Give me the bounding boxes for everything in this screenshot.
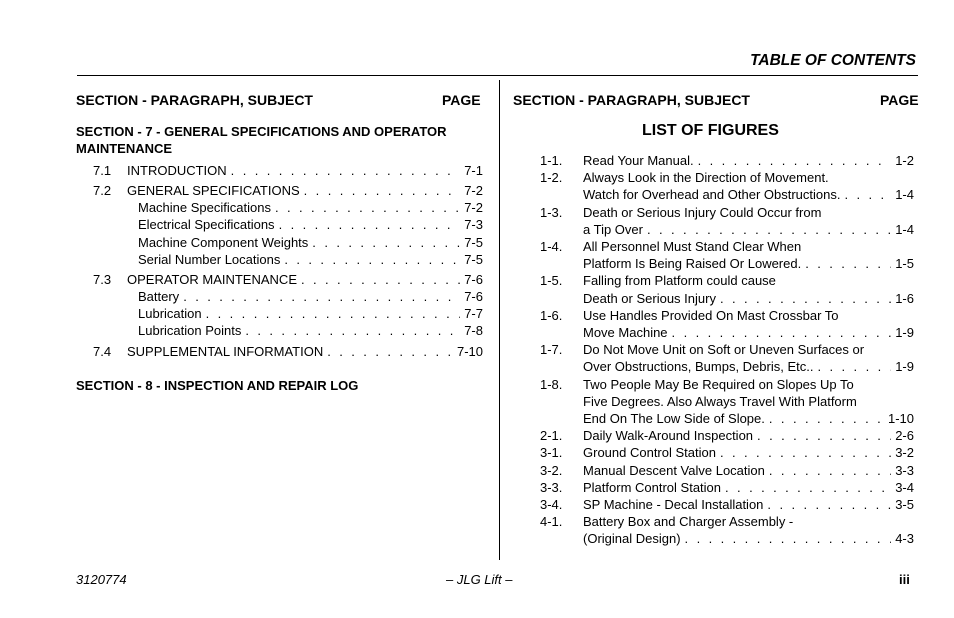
- dot-leader: [720, 444, 891, 461]
- column-divider: [499, 80, 500, 560]
- toc-entry-text: Electrical Specifications: [138, 217, 275, 232]
- toc-entry-page: 7-7: [464, 306, 483, 321]
- figure-leader-row: [583, 410, 914, 427]
- toc-entry-number: 7.2: [93, 183, 112, 198]
- dot-leader: [769, 410, 884, 427]
- toc-entry-number: 7.4: [93, 344, 112, 359]
- figure-page: 1-6: [895, 290, 914, 306]
- toc-entry-text: Lubrication Points: [138, 323, 242, 338]
- figure-title: Move Machine: [583, 325, 668, 340]
- toc-entry-text: GENERAL SPECIFICATIONS: [127, 183, 300, 198]
- figure-title: Five Degrees. Also Always Travel With Platform: [583, 393, 857, 409]
- figure-leader-row: [583, 186, 914, 203]
- dot-leader: [327, 343, 453, 360]
- dot-leader: [725, 479, 891, 496]
- figure-number: 1-6.: [540, 307, 563, 323]
- footer-doc-number: 3120774: [76, 572, 127, 587]
- figure-page: 1-4: [895, 187, 914, 203]
- list-of-figures-title: LIST OF FIGURES: [642, 122, 779, 139]
- dot-leader: [698, 152, 892, 169]
- figure-title: Use Handles Provided On Mast Crossbar To: [583, 307, 839, 323]
- figure-title: End On The Low Side of Slope.: [583, 411, 765, 426]
- toc-entry-page: 7-6: [464, 272, 483, 287]
- toc-entry-page: 7-2: [464, 200, 483, 215]
- dot-leader: [817, 358, 891, 375]
- figure-number: 3-3.: [540, 479, 563, 495]
- toc-entry-page: 7-1: [464, 163, 483, 178]
- dot-leader: [231, 162, 461, 179]
- figure-title: Do Not Move Unit on Soft or Uneven Surfaces or: [583, 342, 865, 358]
- toc-entry-leader-row: [138, 288, 483, 305]
- dot-leader: [720, 290, 891, 307]
- footer-center: – JLG Lift –: [446, 572, 513, 587]
- toc-entry-leader-row: [127, 343, 483, 360]
- figure-leader-row: [583, 496, 914, 513]
- toc-entry-text: Machine Specifications: [138, 200, 271, 215]
- figure-page: 1-5: [895, 256, 914, 272]
- figure-title: SP Machine - Decal Installation: [583, 497, 764, 512]
- figure-leader-row: [583, 358, 914, 375]
- figure-title: Battery Box and Charger Assembly -: [583, 514, 794, 530]
- dot-leader: [672, 324, 892, 341]
- figure-number: 1-2.: [540, 170, 563, 186]
- toc-entry-page: 7-3: [464, 217, 483, 232]
- dot-leader: [805, 255, 891, 272]
- footer-page-number: iii: [899, 572, 910, 587]
- right-col-head-subject: SECTION - PARAGRAPH, SUBJECT: [513, 92, 750, 108]
- dot-leader: [284, 251, 460, 268]
- toc-entry-text: Serial Number Locations: [138, 252, 281, 267]
- toc-entry-page: 7-2: [464, 183, 483, 198]
- toc-entry-text: INTRODUCTION: [127, 163, 227, 178]
- header-rule: [77, 75, 918, 76]
- dot-leader: [245, 322, 460, 339]
- dot-leader: [844, 186, 891, 203]
- figure-number: 1-8.: [540, 376, 563, 392]
- figure-leader-row: [583, 255, 914, 272]
- figure-title: Two People May Be Required on Slopes Up To: [583, 376, 854, 392]
- figure-title: Read Your Manual.: [583, 153, 694, 168]
- figure-page: 2-6: [895, 428, 914, 444]
- toc-entry-page: 7-8: [464, 323, 483, 338]
- dot-leader: [301, 271, 460, 288]
- figure-leader-row: [583, 221, 914, 238]
- dot-leader: [279, 216, 461, 233]
- page-header-title: TABLE OF CONTENTS: [750, 52, 916, 69]
- figure-number: 3-1.: [540, 445, 563, 461]
- section-7-title: SECTION - 7 - GENERAL SPECIFICATIONS AND OPERATOR MAINTENANCE: [76, 124, 447, 156]
- figure-number: 3-2.: [540, 462, 563, 478]
- dot-leader: [685, 530, 892, 547]
- toc-entry-leader-row: [127, 271, 483, 288]
- toc-entry-page: 7-5: [464, 235, 483, 250]
- figure-page: 1-9: [895, 325, 914, 340]
- dot-leader: [206, 305, 461, 322]
- figure-page: 3-5: [895, 497, 914, 512]
- toc-entry-leader-row: [138, 322, 483, 339]
- toc-entry-number: 7.3: [93, 272, 112, 287]
- toc-entry-text: SUPPLEMENTAL INFORMATION: [127, 344, 324, 359]
- toc-entry-page: 7-5: [464, 252, 483, 267]
- figure-leader-row: [583, 444, 914, 461]
- right-col-head-page: PAGE: [880, 92, 919, 108]
- dot-leader: [767, 496, 891, 513]
- figure-leader-row: [583, 324, 914, 341]
- toc-entry-leader-row: [138, 305, 483, 322]
- figure-leader-row: [583, 152, 914, 169]
- dot-leader: [312, 234, 460, 251]
- figure-page: 3-4: [895, 479, 914, 495]
- figure-page: 4-3: [895, 531, 914, 547]
- toc-entry-page: 7-6: [464, 289, 483, 304]
- dot-leader: [647, 221, 891, 238]
- figure-number: 2-1.: [540, 428, 563, 444]
- figure-leader-row: [583, 290, 914, 307]
- figure-title: Death or Serious Injury: [583, 290, 716, 306]
- figure-number: 4-1.: [540, 514, 563, 530]
- figure-title: Ground Control Station: [583, 445, 716, 461]
- toc-entry-text: Lubrication: [138, 306, 202, 321]
- figure-leader-row: [583, 462, 914, 479]
- figure-number: 1-5.: [540, 273, 563, 289]
- figure-title: Over Obstructions, Bumps, Debris, Etc..: [583, 359, 814, 375]
- toc-entry-number: 7.1: [93, 163, 112, 178]
- toc-entry-leader-row: [127, 162, 483, 179]
- figure-title: Daily Walk-Around Inspection: [583, 428, 754, 444]
- dot-leader: [757, 427, 891, 444]
- figure-title: Platform Is Being Raised Or Lowered.: [583, 256, 802, 272]
- figure-title: a Tip Over: [583, 221, 643, 237]
- figure-title: (Original Design): [583, 531, 681, 547]
- toc-entry-page: 7-10: [456, 344, 483, 359]
- figure-number: 3-4.: [540, 497, 563, 512]
- figure-page: 1-9: [895, 359, 914, 375]
- figure-page: 1-2: [895, 153, 914, 168]
- dot-leader: [769, 462, 891, 479]
- section-8-title: SECTION - 8 - INSPECTION AND REPAIR LOG: [76, 378, 359, 393]
- figure-leader-row: [583, 427, 914, 444]
- toc-entry-leader-row: [138, 199, 483, 216]
- toc-entry-text: OPERATOR MAINTENANCE: [127, 272, 297, 287]
- toc-entry-leader-row: [138, 216, 483, 233]
- toc-entry-leader-row: [138, 251, 483, 268]
- toc-entry-leader-row: [127, 182, 483, 199]
- figure-title: Always Look in the Direction of Movement.: [583, 170, 829, 186]
- toc-entry-text: Battery: [138, 289, 180, 304]
- figure-title: Manual Descent Valve Location: [583, 462, 765, 478]
- figure-page: 1-10: [887, 411, 914, 426]
- figure-page: 3-2: [895, 445, 914, 461]
- figure-title: Watch for Overhead and Other Obstructions.: [583, 187, 841, 203]
- figure-title: Falling from Platform could cause: [583, 273, 776, 289]
- toc-entry-leader-row: [138, 234, 483, 251]
- figure-title: Platform Control Station: [583, 479, 722, 495]
- figure-number: 1-3.: [540, 204, 563, 220]
- figure-title: Death or Serious Injury Could Occur from: [583, 204, 822, 220]
- toc-entry-text: Machine Component Weights: [138, 235, 309, 250]
- dot-leader: [304, 182, 461, 199]
- figure-page: 3-3: [895, 462, 914, 478]
- figure-number: 1-7.: [540, 342, 563, 358]
- dot-leader: [183, 288, 460, 305]
- figure-leader-row: [583, 530, 914, 547]
- figure-number: 1-1.: [540, 153, 563, 168]
- left-col-head-page: PAGE: [442, 92, 481, 108]
- figure-number: 1-4.: [540, 239, 563, 254]
- figure-page: 1-4: [895, 221, 914, 237]
- dot-leader: [275, 199, 460, 216]
- figure-title: All Personnel Must Stand Clear When: [583, 239, 802, 254]
- left-col-head-subject: SECTION - PARAGRAPH, SUBJECT: [76, 92, 313, 108]
- figure-leader-row: [583, 479, 914, 496]
